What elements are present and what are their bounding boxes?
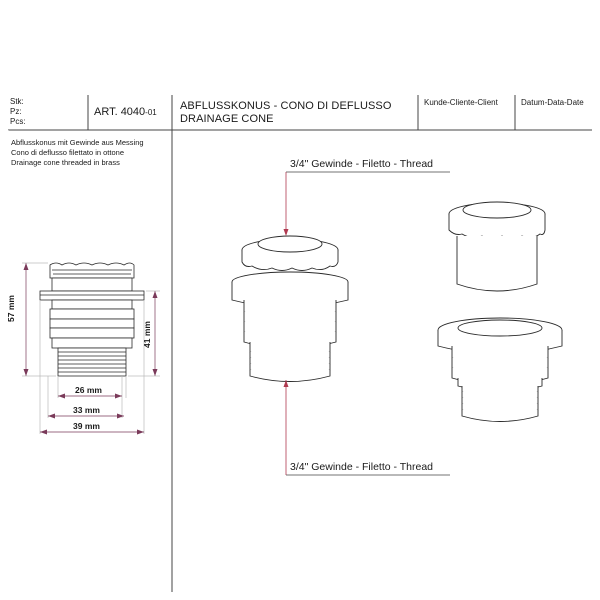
header-label-pcs: Pcs: — [10, 117, 26, 126]
article-main: ART. 4040 — [94, 106, 146, 118]
header-label-stk: Stk: — [10, 97, 24, 106]
dim-height-body: 41 mm — [142, 321, 152, 348]
description-it: Cono di deflusso filettato in ottone — [11, 148, 124, 157]
callout-thread-bottom: 3/4" Gewinde - Filetto - Thread — [290, 461, 434, 473]
client-label: Kunde-Cliente-Client — [424, 98, 498, 107]
header-label-pz: Pz: — [10, 107, 22, 116]
date-label: Datum-Data-Date — [521, 98, 584, 107]
dim-height-total: 57 mm — [6, 295, 16, 322]
description-de: Abflusskonus mit Gewinde aus Messing — [11, 138, 144, 147]
description-en: Drainage cone threaded in brass — [11, 158, 120, 167]
article-suffix: -01 — [145, 108, 157, 117]
dim-thread-diameter: 33 mm — [73, 405, 100, 415]
callout-thread-top: 3/4" Gewinde - Filetto - Thread — [290, 158, 434, 170]
dim-flange-diameter: 39 mm — [73, 421, 100, 431]
dim-inner-diameter: 26 mm — [75, 385, 102, 395]
title-line-2: DRAINAGE CONE — [180, 113, 274, 125]
title-line-1: ABFLUSSKONUS - CONO DI DEFLUSSO — [180, 100, 392, 112]
